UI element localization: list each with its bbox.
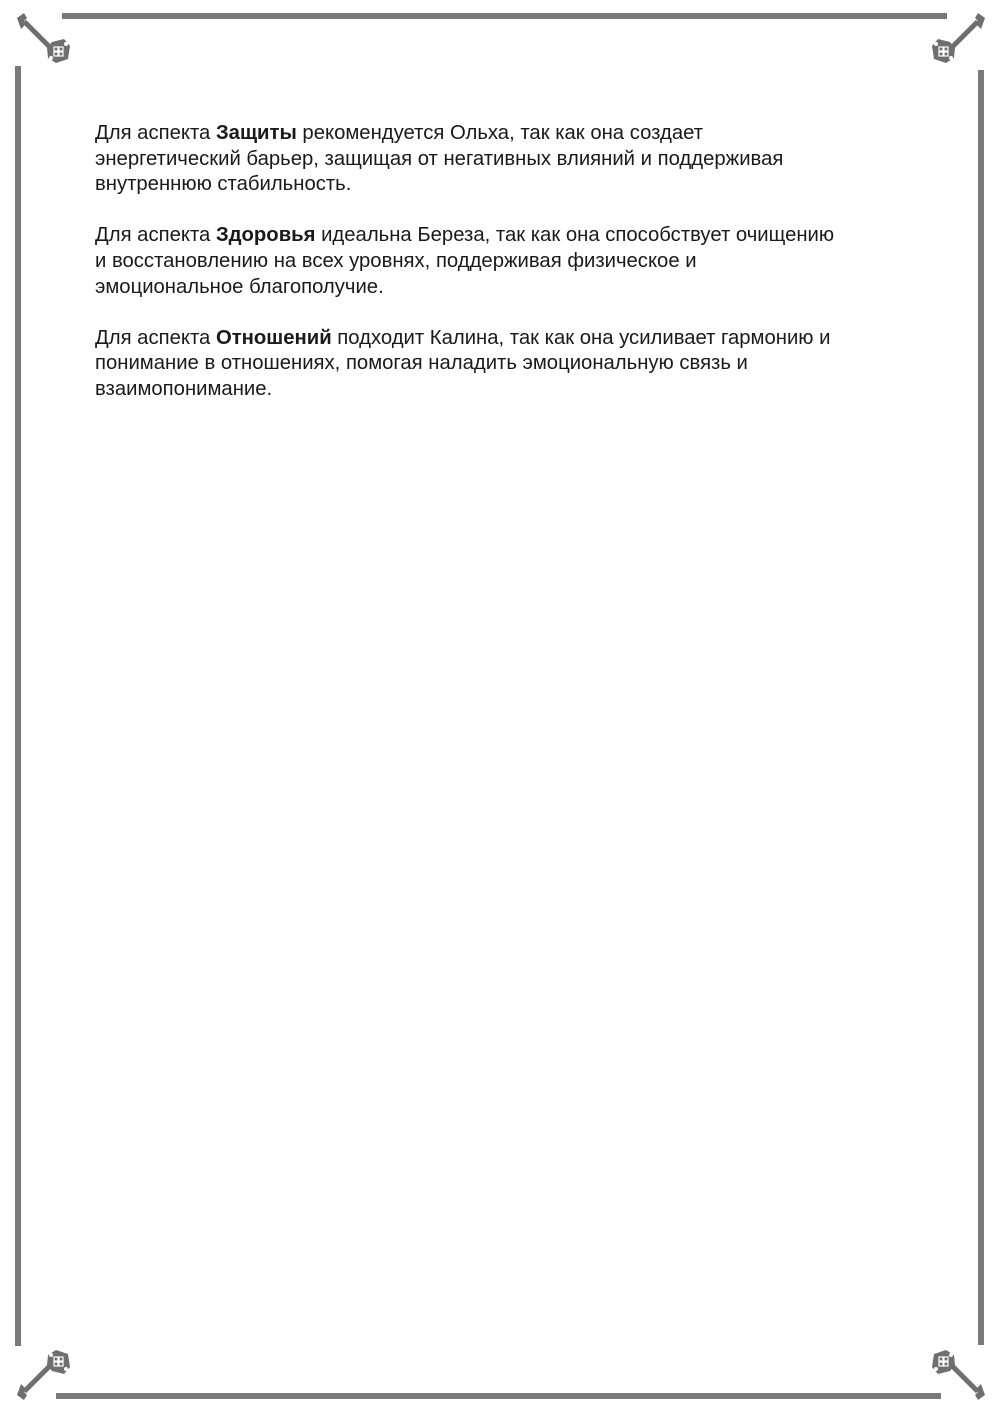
- key-ornament-icon: [12, 10, 92, 90]
- aspect-name: Отношений: [215, 326, 332, 349]
- text-line: понимание в отношениях, помогая наладить эмоциональную связь и: [95, 352, 748, 375]
- paragraph-health: [95, 223, 925, 300]
- text-line: энергетический барьер, защищая от негативных влияний и поддерживая: [95, 147, 784, 170]
- border-left: [15, 66, 21, 1346]
- aspect-name: Здоровья: [215, 224, 316, 247]
- text-line: [95, 121, 925, 147]
- border-bottom: [56, 1393, 941, 1399]
- key-ornament-icon: [910, 10, 990, 90]
- paragraph-protection: [95, 121, 925, 198]
- border-top: [62, 13, 947, 19]
- text: Для аспекта: [95, 122, 216, 144]
- paragraph-relationships: [95, 326, 925, 403]
- key-ornament-icon: [12, 1323, 92, 1403]
- text: рекомендуется Ольха, так как она создает: [296, 122, 703, 144]
- text-line: [95, 223, 925, 249]
- text: подходит Калина, так как она усиливает гармонию и: [331, 326, 831, 349]
- text: Для аспекта: [95, 326, 216, 349]
- text-line: внутреннюю стабильность.: [95, 173, 352, 196]
- aspect-name: Защиты: [215, 122, 297, 144]
- text-line: взаимопонимание.: [95, 377, 273, 400]
- text-line: эмоциональное благополучие.: [95, 275, 384, 298]
- text-line: [95, 326, 925, 352]
- key-ornament-icon: [910, 1323, 990, 1403]
- document-body: [95, 121, 925, 428]
- border-right: [978, 70, 984, 1345]
- text: Для аспекта: [95, 224, 216, 247]
- text: идеальна Береза, так как она способствует очищению: [315, 224, 835, 247]
- text-line: и восстановлению на всех уровнях, поддерживая физическое и: [95, 249, 697, 272]
